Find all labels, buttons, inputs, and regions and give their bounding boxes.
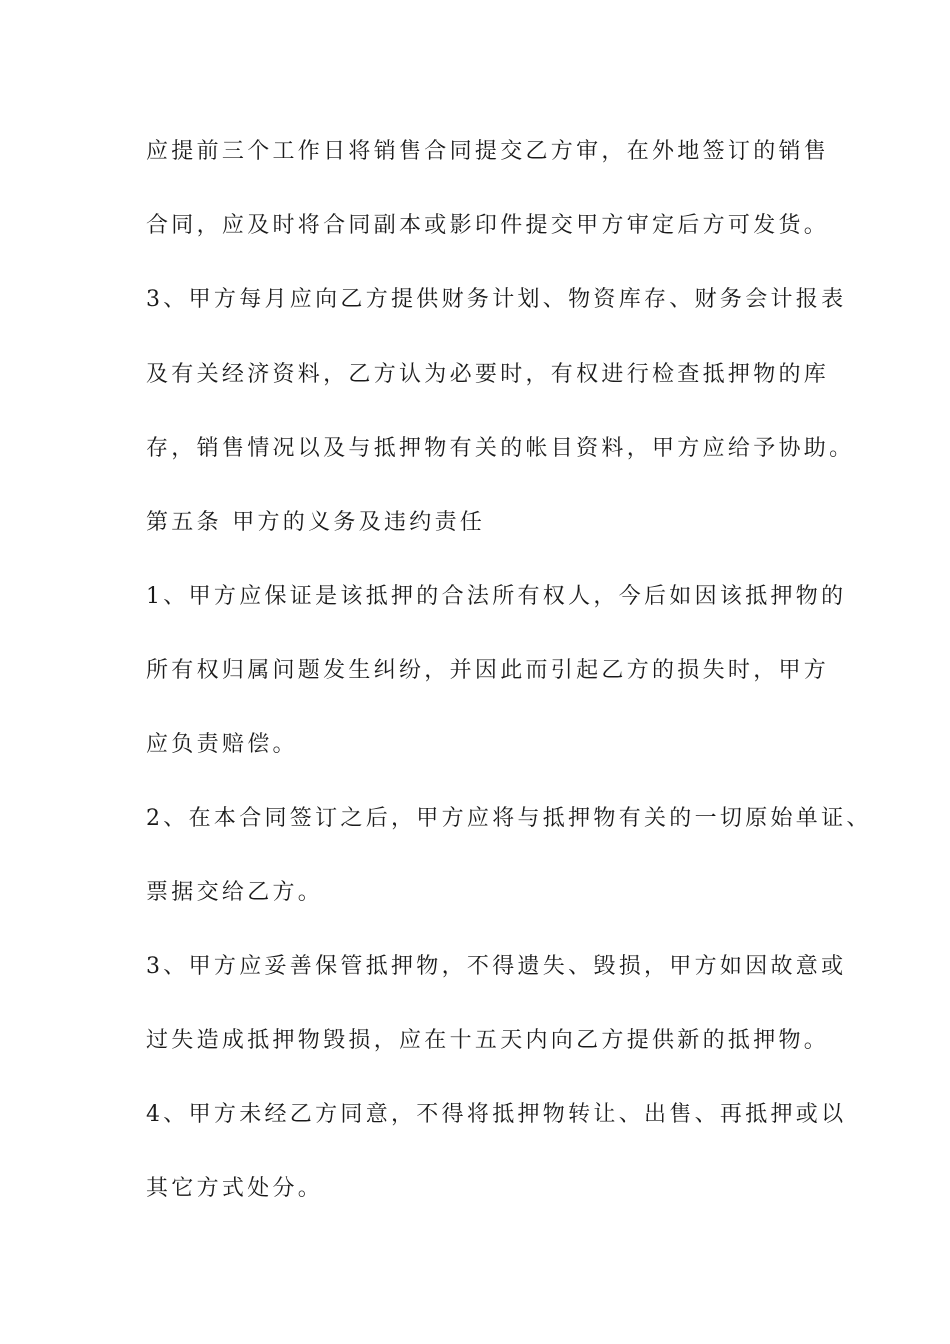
paragraph-line: 过失造成抵押物毁损，应在十五天内向乙方提供新的抵押物。	[146, 1028, 830, 1053]
paragraph-line: 及有关经济资料，乙方认为必要时，有权进行检查抵押物的库	[146, 362, 830, 387]
paragraph-line: 票据交给乙方。	[146, 880, 324, 905]
paragraph-line: 所有权归属问题发生纠纷，并因此而引起乙方的损失时，甲方	[146, 658, 830, 683]
paragraph-line: 应提前三个工作日将销售合同提交乙方审，在外地签订的销售	[146, 139, 830, 164]
paragraph-line: 存，销售情况以及与抵押物有关的帐目资料，甲方应给予协助。	[146, 436, 855, 461]
paragraph-line: 3、甲方应妥善保管抵押物，不得遗失、毁损，甲方如因故意或	[146, 954, 847, 979]
paragraph-line: 合同，应及时将合同副本或影印件提交甲方审定后方可发货。	[146, 213, 830, 238]
paragraph-line: 应负责赔偿。	[146, 732, 298, 757]
section-heading: 第五条 甲方的义务及违约责任	[146, 510, 486, 535]
paragraph-line: 3、甲方每月应向乙方提供财务计划、物资库存、财务会计报表	[146, 287, 847, 312]
paragraph-line: 其它方式处分。	[146, 1176, 324, 1201]
paragraph-line: 4、甲方未经乙方同意，不得将抵押物转让、出售、再抵押或以	[146, 1102, 847, 1127]
paragraph-line: 1、甲方应保证是该抵押的合法所有权人，今后如因该抵押物的	[146, 584, 847, 609]
paragraph-line: 2、在本合同签订之后，甲方应将与抵押物有关的一切原始单证、	[146, 806, 872, 831]
